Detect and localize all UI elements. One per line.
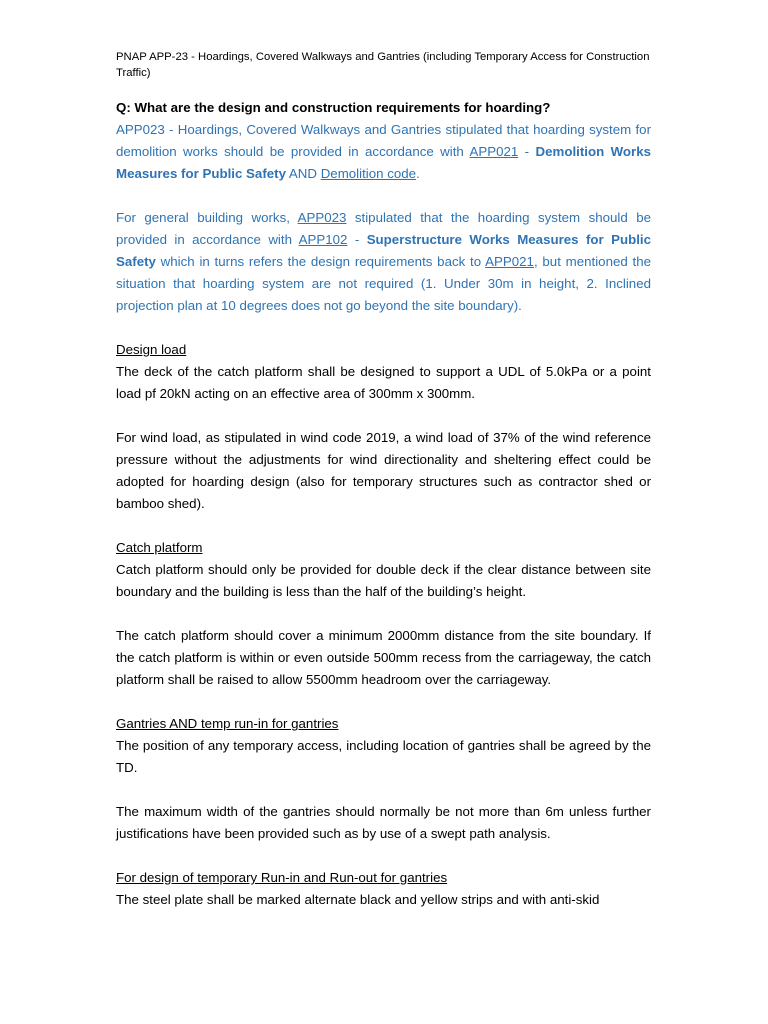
document-page [116,50,651,911]
intro-paragraph [116,119,651,185]
design-load-paragraph-1: The deck of the catch platform shall be designed to support a UDL of 5.0kPa or a point load pf 20kN acting on an effective area of 300mm x 300mm. [116,364,651,401]
app021-link-2[interactable]: APP021 [485,254,534,269]
general-text-2: stipulated that the hoarding system should be provided in accordance with [116,210,651,247]
gantries-heading: Gantries AND temp run-in for gantries [116,716,339,731]
general-text-3: - [347,232,367,247]
catch-platform-paragraph-1: Catch platform should only be provided for double deck if the clear distance between site boundary and the building is less than the half of the building’s height. [116,562,651,599]
run-in-paragraph-1: The steel plate shall be marked alternate black and yellow strips and with anti-skid [116,892,600,907]
gantries-paragraph-2: The maximum width of the gantries should normally be not more than 6m unless further justifications have been provided such as by use of a swept path analysis. [116,804,651,841]
gantries-paragraph-1: The position of any temporary access, including location of gantries shall be agreed by the TD. [116,738,651,775]
app023-link[interactable]: APP023 [297,210,347,225]
general-text-5: , but mentioned the situation that hoarding system are not required (1. Under 30m in height, 2. Inclined projection plan at 10 degrees does not go beyond the site boundary). [116,254,651,313]
intro-text-2: - [518,144,536,159]
catch-platform-heading: Catch platform [116,540,203,555]
intro-bold-title: Demolition Works Measures for Public Safety [116,144,651,181]
general-works-paragraph [116,207,651,317]
question-heading: Q: What are the design and construction requirements for hoarding? [116,100,551,115]
intro-text-3: AND [285,166,321,181]
run-in-heading: For design of temporary Run-in and Run-out for gantries [116,870,448,885]
design-load-heading: Design load [116,342,187,357]
general-text-1: For general building works, [116,210,298,225]
document-header: PNAP APP-23 - Hoardings, Covered Walkways and Gantries (including Temporary Access for Construction Traffic) [116,51,650,79]
catch-platform-paragraph-2: The catch platform should cover a minimum 2000mm distance from the site boundary. If the catch platform is within or even outside 500mm recess from the carriageway, the catch platform shall be raised to allow 5500mm headroom over the carriageway. [116,628,651,687]
demolition-code-link[interactable]: Demolition code [320,166,417,181]
design-load-paragraph-2: For wind load, as stipulated in wind code 2019, a wind load of 37% of the wind reference pressure without the adjustments for wind directionality and sheltering effect could be adopted for hoarding design (also for temporary structures such as contractor shed or bamboo shed). [116,430,651,511]
general-text-4: which in turns refers the design requirements back to [155,254,486,269]
intro-text-4: . [416,166,420,181]
intro-text-1: APP023 - Hoardings, Covered Walkways and Gantries stipulated that hoarding system for demolition works should be provided in accordance with [116,122,651,159]
app021-link[interactable]: APP021 [469,144,519,159]
general-bold-title: Superstructure Works Measures for Public Safety [116,232,651,269]
app102-link[interactable]: APP102 [298,232,348,247]
